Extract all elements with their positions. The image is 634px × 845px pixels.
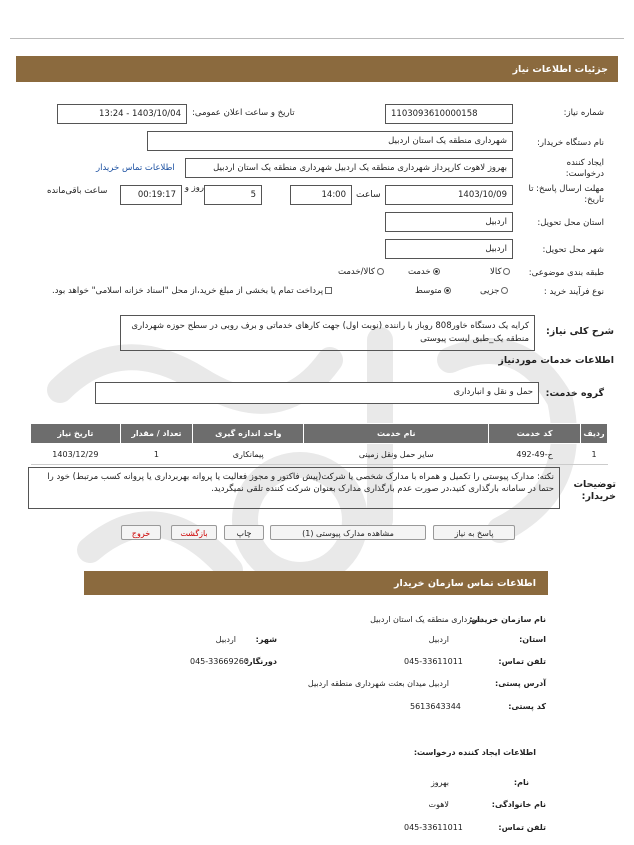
buyer-org-label: نام دستگاه خریدار: bbox=[537, 138, 604, 148]
summary-label: شرح کلی نیاز: bbox=[545, 326, 614, 337]
delivery-city-label: شهر محل تحویل: bbox=[542, 245, 604, 255]
service-group-field: حمل و نقل و انبارداری bbox=[95, 382, 539, 404]
contact-phone-value: 045-33611011 bbox=[404, 657, 463, 666]
back-button[interactable]: بازگشت bbox=[171, 525, 217, 540]
cell-code: ح-49-492 bbox=[489, 444, 581, 465]
remaining-time-label: ساعت باقی‌مانده bbox=[47, 186, 108, 196]
contact-fax-value: 045-33669260 bbox=[190, 657, 249, 666]
services-table bbox=[30, 423, 608, 465]
buyer-notes-field: نکته: مدارک پیوستی را تکمیل و همراه با مدارک شخصی یا شرکت(پیش فاکتور و مجوز فعالیت یا پروانه بهربرداری یا پروانه کسب مرتبط) خود را حتما در سامانه بارگذاری کنید،در صورت عدم بارگذاری مدارک بعنوان شرکت کننده تلقی نمیگردید. bbox=[28, 467, 560, 509]
contact-city-value: اردبیل bbox=[215, 635, 236, 644]
col-date: تاریخ نیاز bbox=[31, 424, 121, 444]
creator-phone-label: تلفن تماس: bbox=[498, 823, 546, 832]
buyer-org-field: شهرداری منطقه یک استان اردبیل bbox=[147, 131, 513, 151]
contact-province-label: استان: bbox=[519, 635, 546, 644]
top-divider bbox=[10, 38, 624, 39]
deadline-date-field: 1403/10/09 bbox=[385, 185, 513, 205]
treasury-checkbox-row[interactable]: پرداخت تمام یا بخشی از مبلغ خرید،از محل "اسناد خزانه اسلامی" خواهد بود. bbox=[52, 286, 334, 296]
radio-icon bbox=[377, 268, 384, 275]
table-header-row bbox=[31, 424, 608, 444]
process-label: نوع فرآیند خرید : bbox=[543, 287, 604, 297]
category-option-goods[interactable]: کالا bbox=[490, 267, 512, 277]
delivery-province-label: استان محل تحویل: bbox=[537, 218, 604, 228]
radio-selected-icon bbox=[444, 287, 451, 294]
contact-address-value: اردبیل میدان بعثت شهرداری منطقه اردبیل bbox=[307, 679, 449, 688]
creator-name-label: نام: bbox=[513, 778, 529, 787]
table-row bbox=[31, 444, 608, 465]
col-row: ردیف bbox=[581, 424, 608, 444]
category-option-both[interactable]: کالا/خدمت bbox=[338, 267, 386, 277]
remaining-time-field: 00:19:17 bbox=[120, 185, 182, 205]
creator-info-title: اطلاعات ایجاد کننده درخواست: bbox=[413, 748, 536, 757]
creator-field: بهروز لاهوت کارپرداز شهرداری منطقه یک اردبیل شهرداری منطقه یک استان اردبیل bbox=[185, 158, 513, 178]
creator-label: ایجاد کننده درخواست: bbox=[565, 158, 604, 179]
radio-selected-icon bbox=[433, 268, 440, 275]
contact-section-title: اطلاعات تماس سازمان خریدار bbox=[84, 571, 548, 595]
contact-org-label: نام سازمان خریدار: bbox=[469, 615, 546, 624]
buyer-notes-label: توضیحات خریدار: bbox=[573, 479, 616, 502]
contact-city-label: شهر: bbox=[255, 635, 277, 644]
process-option-medium[interactable]: متوسط bbox=[415, 286, 453, 296]
deadline-days-label: روز و bbox=[184, 183, 204, 193]
radio-icon bbox=[503, 268, 510, 275]
process-option-minor[interactable]: جزیی bbox=[480, 286, 510, 296]
category-option-service[interactable]: خدمت bbox=[408, 267, 442, 277]
need-number-field: 1103093610000158 bbox=[385, 104, 513, 124]
contact-fax-label: دورنگار: bbox=[244, 657, 277, 666]
services-section-title: اطلاعات خدمات موردنیاز bbox=[498, 355, 614, 366]
contact-phone-label: تلفن تماس: bbox=[498, 657, 546, 666]
service-group-label: گروه خدمت: bbox=[545, 388, 604, 399]
deadline-time-field: 14:00 bbox=[290, 185, 352, 205]
delivery-province-field: اردبیل bbox=[385, 212, 513, 232]
radio-icon bbox=[501, 287, 508, 294]
delivery-city-field: اردبیل bbox=[385, 239, 513, 259]
buyer-contact-link[interactable]: اطلاعات تماس خریدار bbox=[96, 163, 175, 173]
col-code: کد خدمت bbox=[489, 424, 581, 444]
creator-family-label: نام خانوادگی: bbox=[491, 800, 546, 809]
need-number-label: شماره نیاز: bbox=[563, 108, 604, 118]
col-qty: تعداد / مقدار bbox=[120, 424, 192, 444]
cell-name: سایر حمل ونقل زمینی bbox=[304, 444, 489, 465]
cell-row: 1 bbox=[581, 444, 608, 465]
page-title: جزئیات اطلاعات نیاز bbox=[16, 56, 618, 82]
reply-button[interactable]: پاسخ به نیاز bbox=[433, 525, 515, 540]
deadline-time-label: ساعت bbox=[356, 190, 381, 200]
contact-org-value: شهرداری منطقه یک استان اردبیل bbox=[370, 615, 482, 624]
creator-name-value: بهروز bbox=[430, 778, 449, 787]
announce-label: تاریخ و ساعت اعلان عمومی: bbox=[192, 108, 295, 118]
contact-province-value: اردبیل bbox=[428, 635, 449, 644]
cell-date: 1403/12/29 bbox=[31, 444, 121, 465]
cell-unit: پیمانکاری bbox=[193, 444, 304, 465]
deadline-label: مهلت ارسال پاسخ: تا تاریخ: bbox=[528, 184, 604, 205]
contact-postal-label: کد پستی: bbox=[508, 702, 546, 711]
creator-family-value: لاهوت bbox=[428, 800, 449, 809]
creator-phone-value: 045-33611011 bbox=[404, 823, 463, 832]
summary-field: کرایه یک دستگاه خاور808 روباز با راننده (نوبت اول) جهت کارهای خدماتی و برف روبی در سطح حوزه شهرداری منطقه یک_طبق لیست پیوستی bbox=[120, 315, 535, 351]
col-unit: واحد اندازه گیری bbox=[193, 424, 304, 444]
exit-button[interactable]: خروج bbox=[121, 525, 161, 540]
view-attachments-button[interactable]: مشاهده مدارک پیوستی (1) bbox=[270, 525, 426, 540]
category-label: طبقه بندی موضوعی: bbox=[528, 268, 604, 278]
announce-field: 1403/10/04 - 13:24 bbox=[57, 104, 187, 124]
contact-postal-value: 5613643344 bbox=[410, 702, 461, 711]
contact-address-label: آدرس پستی: bbox=[495, 679, 546, 688]
cell-qty: 1 bbox=[120, 444, 192, 465]
deadline-days-field: 5 bbox=[204, 185, 262, 205]
print-button[interactable]: چاپ bbox=[224, 525, 264, 540]
checkbox-icon bbox=[325, 287, 332, 294]
col-name: نام خدمت bbox=[304, 424, 489, 444]
